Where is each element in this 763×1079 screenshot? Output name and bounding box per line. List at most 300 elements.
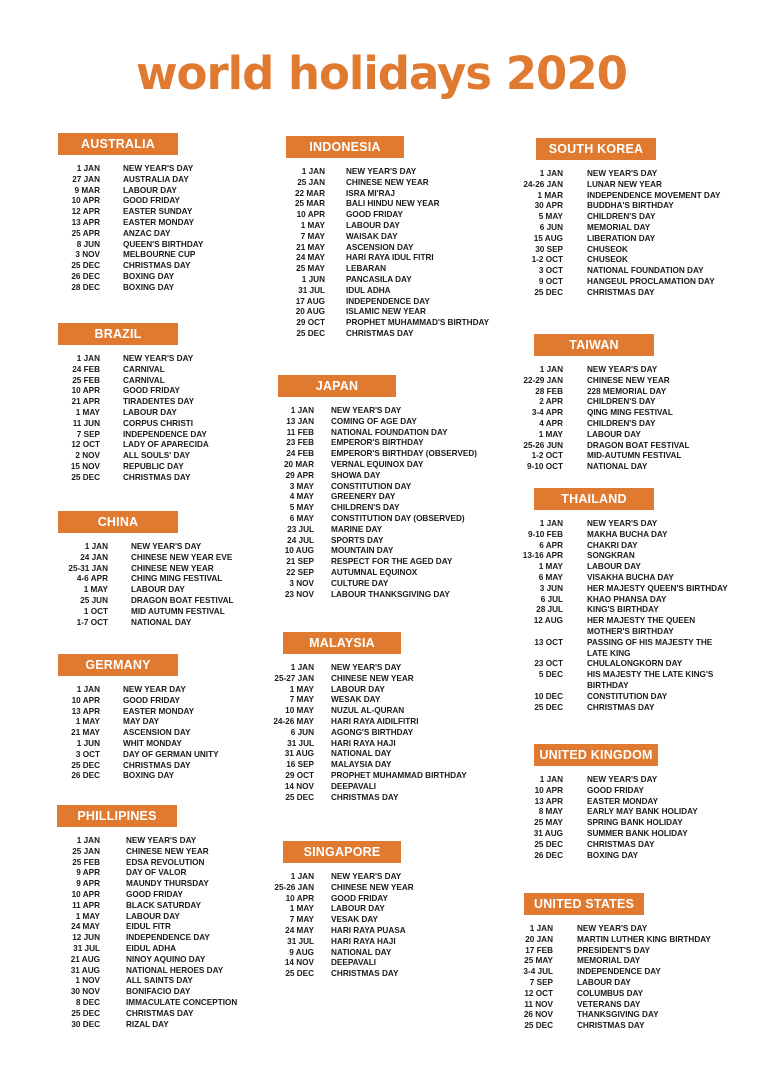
- holiday-row: [45, 955, 275, 966]
- holiday-date: 25 DEC: [534, 702, 563, 712]
- holiday-date: 1-2 OCT: [531, 255, 563, 265]
- holiday-name: PROPHET MUHAMMAD'S BIRTHDAY: [346, 318, 490, 328]
- holiday-name: ISLAMIC NEW YEAR: [346, 307, 426, 317]
- holiday-date: 1 JAN: [301, 167, 325, 176]
- holiday-date: 25 MAY: [296, 264, 325, 274]
- holiday-row: [262, 557, 492, 568]
- holiday-row: [508, 408, 738, 419]
- holiday-date: 1 JAN: [84, 542, 108, 551]
- holiday-row: [50, 607, 280, 618]
- holiday-name: ASCENSION DAY: [123, 728, 191, 738]
- holiday-name: CHRISTMAS DAY: [346, 328, 414, 338]
- holiday-date: 13 APR: [71, 706, 100, 716]
- holiday-row: [50, 553, 280, 564]
- holiday-name: QUEEN'S BIRTHDAY: [123, 239, 204, 249]
- holiday-date: 24 MAY: [296, 253, 325, 263]
- holiday-date: 25-26 JAN: [274, 882, 314, 892]
- holiday-date: 3 MAY: [289, 481, 314, 491]
- holiday-row: [45, 998, 275, 1009]
- holiday-date: 28 JUL: [536, 605, 563, 615]
- holiday-row: [508, 851, 738, 862]
- holiday-date: 23 OCT: [534, 659, 563, 669]
- holiday-name: AUSTRALIA DAY: [123, 174, 189, 184]
- holiday-date: 1 JAN: [290, 406, 314, 415]
- holiday-date: 25-31 JAN: [68, 563, 108, 573]
- holiday-row: [508, 365, 738, 376]
- holiday-date: 25 JAN: [297, 177, 325, 187]
- holiday-name: CHRISTMAS DAY: [123, 472, 191, 482]
- holiday-row: [50, 283, 280, 294]
- holiday-name: GREENERY DAY: [331, 492, 396, 502]
- holiday-row: [262, 492, 492, 503]
- holiday-name: VETERANS DAY: [577, 999, 641, 1009]
- holiday-row: [508, 234, 738, 245]
- country-badge: UNITED KINGDOM: [534, 744, 658, 766]
- holiday-row: [50, 750, 280, 761]
- holiday-date: 9-10 OCT: [527, 462, 563, 472]
- holiday-date: 25 JAN: [72, 846, 100, 856]
- holiday-row: [50, 596, 280, 607]
- holiday-name: LABOUR DAY: [346, 220, 400, 230]
- holiday-name: MID-AUTUMN FESTIVAL: [587, 451, 682, 461]
- holiday-name: INDEPENDENCE DAY: [346, 296, 430, 306]
- holiday-row: [262, 760, 492, 771]
- holiday-row: [262, 438, 492, 449]
- holiday-row: [508, 288, 738, 299]
- section-thailand: [508, 488, 738, 713]
- holiday-name: LABOUR DAY: [331, 684, 385, 694]
- holiday-date: 26 DEC: [71, 271, 100, 281]
- holiday-date: 30 APR: [534, 201, 563, 211]
- holiday-name: MID AUTUMN FESTIVAL: [131, 606, 225, 616]
- holiday-date: 31 JUL: [287, 738, 314, 748]
- holiday-date: 3 OCT: [75, 749, 100, 759]
- holiday-date: 15 NOV: [70, 461, 100, 471]
- holiday-row: [508, 786, 738, 797]
- holiday-name: CONSTITUTION DAY (OBSERVED): [331, 513, 465, 523]
- holiday-date: 25 MAY: [534, 818, 563, 828]
- holiday-row: [45, 912, 275, 923]
- holiday-row: [508, 703, 738, 714]
- holiday-date: 25-27 JAN: [274, 673, 314, 683]
- holiday-row: [270, 199, 500, 210]
- holiday-date: 25 DEC: [534, 839, 563, 849]
- holiday-date: 28 DEC: [71, 282, 100, 292]
- holiday-row: [270, 189, 500, 200]
- holiday-row: [50, 728, 280, 739]
- holiday-row: [508, 419, 738, 430]
- holiday-row: [270, 275, 500, 286]
- holiday-row: [50, 164, 280, 175]
- holiday-date: 11 FEB: [286, 427, 314, 437]
- holiday-date: 13 JAN: [286, 416, 314, 426]
- holiday-row: [262, 568, 492, 579]
- holiday-row: [270, 221, 500, 232]
- holiday-name: NATIONAL DAY: [331, 947, 392, 957]
- holiday-row: [262, 749, 492, 760]
- holiday-name: CHINESE NEW YEAR: [346, 177, 429, 187]
- holiday-row: [508, 551, 738, 562]
- holiday-date: 7 MAY: [289, 695, 314, 705]
- holiday-name: 228 MEMORIAL DAY: [587, 386, 667, 396]
- holiday-name: CHINESE NEW YEAR: [331, 882, 414, 892]
- holiday-name: NEW YEAR'S DAY: [123, 354, 194, 363]
- holiday-row: [45, 836, 275, 847]
- holiday-row: [50, 365, 280, 376]
- holiday-row: [498, 1000, 728, 1011]
- holiday-date: 1 JAN: [539, 365, 563, 374]
- holiday-date: 7 SEP: [529, 977, 553, 987]
- holiday-name: TIRADENTES DAY: [123, 397, 195, 407]
- holiday-date: 27 JAN: [72, 174, 100, 184]
- holiday-date: 22-29 JAN: [523, 375, 563, 385]
- section-malaysia: [262, 632, 492, 803]
- holiday-name: HIS MAJESTY THE LATE KING'S BIRTHDAY: [587, 670, 714, 690]
- holiday-name: CHILDREN'S DAY: [587, 418, 656, 428]
- holiday-row: [45, 987, 275, 998]
- holiday-name: CARNIVAL: [123, 375, 165, 385]
- holiday-date: 16 SEP: [286, 760, 314, 770]
- holiday-row: [508, 266, 738, 277]
- holiday-row: [262, 782, 492, 793]
- holiday-row: [262, 460, 492, 471]
- holiday-name: NINOY AQUINO DAY: [126, 954, 206, 964]
- holiday-name: BOXING DAY: [587, 850, 639, 860]
- holiday-name: NATIONAL FOUNDATION DAY: [331, 427, 448, 437]
- holiday-date: 25 DEC: [71, 472, 100, 482]
- holiday-name: NATIONAL HEROES DAY: [126, 965, 224, 975]
- holiday-row: [508, 775, 738, 786]
- holiday-name: DEEPAVALI: [331, 781, 377, 791]
- holiday-row: [50, 462, 280, 473]
- holiday-name: ALL SAINTS DAY: [126, 976, 193, 986]
- holiday-name: VISAKHA BUCHA DAY: [587, 572, 674, 582]
- holiday-date: 21 APR: [71, 397, 100, 407]
- holiday-name: NEW YEAR'S DAY: [131, 542, 202, 551]
- holiday-row: [498, 956, 728, 967]
- holiday-date: 22 MAR: [294, 188, 325, 198]
- holiday-name: ALL SOULS' DAY: [123, 451, 191, 461]
- holiday-row: [50, 564, 280, 575]
- holiday-name: EIDUL FITR: [126, 922, 171, 932]
- holiday-date: 24 FEB: [72, 364, 100, 374]
- holiday-row: [508, 212, 738, 223]
- holiday-date: 25 DEC: [71, 261, 100, 271]
- holiday-row: [50, 542, 280, 553]
- holiday-row: [508, 376, 738, 387]
- holiday-date: 1 JAN: [290, 663, 314, 672]
- holiday-row: [50, 175, 280, 186]
- holiday-name: MEMORIAL DAY: [577, 956, 641, 966]
- holiday-date: 1 JAN: [539, 519, 563, 528]
- holiday-name: VERNAL EQUINOX DAY: [331, 459, 424, 469]
- holiday-name: NEW YEAR'S DAY: [587, 169, 658, 178]
- holiday-date: 10 MAY: [285, 706, 314, 716]
- holiday-name: HARI RAYA AIDILFITRI: [331, 716, 419, 726]
- holiday-name: CHRISTMAS DAY: [123, 261, 191, 271]
- holiday-date: 7 MAY: [289, 915, 314, 925]
- country-badge: UNITED STATES: [524, 893, 644, 915]
- holiday-name: NEW YEAR'S DAY: [577, 924, 648, 933]
- holiday-row: [508, 541, 738, 552]
- holiday-name: HARI RAYA HAJI: [331, 936, 396, 946]
- holiday-row: [508, 451, 738, 462]
- holiday-name: CHRISTMAS DAY: [123, 760, 191, 770]
- holiday-row: [50, 386, 280, 397]
- holiday-date: 12 OCT: [71, 440, 100, 450]
- holiday-name: NEW YEAR'S DAY: [587, 519, 658, 528]
- holiday-date: 1 NOV: [75, 976, 100, 986]
- section-philippines: [45, 805, 275, 1030]
- country-badge: TAIWAN: [534, 334, 654, 356]
- holiday-row: [50, 196, 280, 207]
- holiday-row: [508, 430, 738, 441]
- holiday-row: [508, 659, 738, 670]
- holiday-date: 10 APR: [71, 695, 100, 705]
- holiday-date: 25 MAR: [294, 199, 325, 209]
- holiday-name: SUMMER BANK HOLIDAY: [587, 828, 688, 838]
- holiday-date: 1-7 OCT: [76, 617, 108, 627]
- holiday-date: 1 MAY: [83, 585, 108, 595]
- holiday-name: CHINESE NEW YEAR EVE: [131, 552, 233, 562]
- holiday-date: 1 MAY: [300, 220, 325, 230]
- holiday-name: CHRISTMAS DAY: [577, 1021, 645, 1031]
- holiday-row: [262, 728, 492, 739]
- holiday-row: [508, 201, 738, 212]
- holiday-row: [270, 264, 500, 275]
- holiday-date: 23 JUL: [287, 524, 314, 534]
- holiday-name: CHINESE NEW YEAR: [331, 673, 414, 683]
- holiday-row: [50, 430, 280, 441]
- holiday-row: [508, 797, 738, 808]
- holiday-date: 25 FEB: [72, 375, 100, 385]
- holiday-row: [508, 387, 738, 398]
- holiday-row: [262, 904, 492, 915]
- holiday-name: HARI RAYA HAJI: [331, 738, 396, 748]
- holiday-row: [50, 451, 280, 462]
- holiday-date: 31 JUL: [73, 943, 100, 953]
- holiday-name: CHUSEOK: [587, 255, 628, 265]
- holiday-date: 25 DEC: [285, 969, 314, 979]
- holiday-date: 1 JUN: [301, 274, 325, 284]
- holiday-name: MAUNDY THURSDAY: [126, 879, 209, 889]
- holiday-date: 31 AUG: [533, 828, 563, 838]
- holiday-date: 1 JAN: [529, 924, 553, 933]
- holiday-name: HER MAJESTY QUEEN'S BIRTHDAY: [587, 583, 728, 593]
- holiday-date: 24-26 JAN: [523, 179, 563, 189]
- holiday-date: 1 JAN: [76, 685, 100, 694]
- holiday-name: CHRISTMAS DAY: [587, 702, 655, 712]
- holiday-date: 22 SEP: [286, 567, 314, 577]
- holiday-name: DAY OF GERMAN UNITY: [123, 749, 219, 759]
- holiday-row: [270, 307, 500, 318]
- holiday-date: 26 NOV: [523, 1010, 553, 1020]
- holiday-row: [508, 595, 738, 606]
- holiday-name: CONSTITUTION DAY: [587, 691, 668, 701]
- section-united-states: [498, 893, 728, 1032]
- holiday-row: [262, 937, 492, 948]
- holiday-name: SHOWA DAY: [331, 470, 381, 480]
- holiday-name: EASTER SUNDAY: [123, 207, 193, 217]
- holiday-name: CHRISTMAS DAY: [331, 969, 399, 979]
- holiday-row: [498, 935, 728, 946]
- holiday-row: [45, 890, 275, 901]
- holiday-name: WESAK DAY: [331, 695, 381, 705]
- holiday-row: [50, 685, 280, 696]
- holiday-name: HER MAJESTY THE QUEEN MOTHER'S BIRTHDAY: [587, 616, 696, 636]
- holiday-date: 5 MAY: [538, 212, 563, 222]
- holiday-name: NEW YEAR'S DAY: [346, 167, 417, 176]
- holiday-row: [270, 243, 500, 254]
- holiday-name: EIDUL ADHA: [126, 943, 177, 953]
- holiday-row: [508, 277, 738, 288]
- holiday-row: [270, 286, 500, 297]
- holiday-row: [50, 440, 280, 451]
- holiday-name: CHAKRI DAY: [587, 540, 638, 550]
- holiday-date: 1 OCT: [83, 606, 108, 616]
- holiday-date: 15 AUG: [533, 233, 563, 243]
- holiday-date: 6 JUN: [539, 222, 563, 232]
- holiday-row: [50, 707, 280, 718]
- holiday-date: 24 MAY: [285, 925, 314, 935]
- country-badge: GERMANY: [58, 654, 178, 676]
- holiday-name: HARI RAYA IDUL FITRI: [346, 253, 434, 263]
- holiday-date: 25 DEC: [285, 792, 314, 802]
- holiday-name: REPUBLIC DAY: [123, 461, 184, 471]
- holiday-row: [508, 573, 738, 584]
- holiday-row: [50, 207, 280, 218]
- holiday-row: [262, 417, 492, 428]
- holiday-name: SPRING BANK HOLIDAY: [587, 818, 683, 828]
- holiday-name: NEW YEAR DAY: [123, 685, 186, 694]
- holiday-row: [45, 944, 275, 955]
- holiday-row: [45, 966, 275, 977]
- holiday-row: [508, 807, 738, 818]
- holiday-row: [508, 255, 738, 266]
- holiday-row: [508, 616, 738, 638]
- holiday-row: [262, 536, 492, 547]
- holiday-row: [270, 297, 500, 308]
- holiday-date: 31 AUG: [70, 965, 100, 975]
- holiday-date: 25 FEB: [72, 857, 100, 867]
- holiday-name: GOOD FRIDAY: [123, 196, 181, 206]
- holiday-name: NEW YEAR'S DAY: [123, 164, 194, 173]
- holiday-date: 9 APR: [76, 868, 100, 878]
- holiday-row: [50, 717, 280, 728]
- holiday-date: 11 NOV: [524, 999, 553, 1009]
- holiday-name: BOXING DAY: [123, 282, 175, 292]
- holiday-name: NATIONAL FOUNDATION DAY: [587, 266, 704, 276]
- holiday-date: 9 MAR: [74, 185, 100, 195]
- holiday-name: NATIONAL DAY: [131, 617, 192, 627]
- holiday-date: 13 APR: [71, 217, 100, 227]
- section-singapore: [262, 841, 492, 980]
- holiday-row: [45, 879, 275, 890]
- holiday-row: [262, 428, 492, 439]
- holiday-name: NEW YEAR'S DAY: [331, 406, 402, 415]
- holiday-date: 1 JAN: [539, 775, 563, 784]
- holiday-row: [262, 525, 492, 536]
- holiday-date: 9 APR: [76, 879, 100, 889]
- holiday-name: QING MING FESTIVAL: [587, 408, 673, 418]
- holiday-date: 10 APR: [534, 785, 563, 795]
- holiday-date: 3-4 APR: [531, 408, 563, 418]
- holiday-row: [50, 739, 280, 750]
- holiday-name: INDEPENDENCE DAY: [126, 933, 210, 943]
- holiday-date: 4 APR: [539, 418, 563, 428]
- holiday-name: ANZAC DAY: [123, 228, 171, 238]
- holiday-date: 31 JUL: [298, 285, 325, 295]
- country-badge: SINGAPORE: [283, 841, 401, 863]
- holiday-name: IMMACULATE CONCEPTION: [126, 997, 238, 1007]
- holiday-date: 7 MAY: [300, 231, 325, 241]
- holiday-date: 1 JAN: [76, 164, 100, 173]
- holiday-name: COMING OF AGE DAY: [331, 416, 417, 426]
- holiday-name: EDSA REVOLUTION: [126, 857, 205, 867]
- holiday-name: GOOD FRIDAY: [126, 889, 184, 899]
- holiday-row: [45, 922, 275, 933]
- holiday-date: 10 DEC: [534, 691, 563, 701]
- holiday-date: 25 MAY: [524, 956, 553, 966]
- holiday-row: [50, 618, 280, 629]
- holiday-row: [498, 1021, 728, 1032]
- holiday-date: 20 AUG: [295, 307, 325, 317]
- holiday-row: [50, 761, 280, 772]
- holiday-name: NUZUL AL-QURAN: [331, 706, 405, 716]
- section-taiwan: [508, 334, 738, 473]
- holiday-name: DRAGON BOAT FESTIVAL: [131, 595, 234, 605]
- holiday-name: KING'S BIRTHDAY: [587, 605, 659, 615]
- holiday-name: CORPUS CHRISTI: [123, 418, 194, 428]
- holiday-name: CHRISTMAS DAY: [587, 287, 655, 297]
- section-south-korea: [508, 138, 738, 299]
- holiday-name: NATIONAL DAY: [331, 749, 392, 759]
- holiday-name: LADY OF APARECIDA: [123, 440, 209, 450]
- holiday-date: 13 OCT: [534, 637, 563, 647]
- holiday-date: 6 MAY: [289, 513, 314, 523]
- holiday-date: 1 MAY: [538, 562, 563, 572]
- holiday-row: [45, 901, 275, 912]
- holiday-name: GOOD FRIDAY: [587, 785, 645, 795]
- holiday-name: INDEPENDENCE DAY: [123, 429, 207, 439]
- holiday-name: NEW YEAR'S DAY: [126, 836, 197, 845]
- holiday-date: 26 DEC: [71, 771, 100, 781]
- holiday-row: [262, 685, 492, 696]
- holiday-date: 25 JUN: [80, 595, 108, 605]
- holiday-date: 25 DEC: [71, 760, 100, 770]
- holiday-name: LABOUR DAY: [131, 585, 185, 595]
- holiday-name: LEBARAN: [346, 264, 387, 274]
- country-badge: SOUTH KOREA: [536, 138, 656, 160]
- holiday-name: MOUNTAIN DAY: [331, 546, 394, 556]
- holiday-row: [50, 218, 280, 229]
- holiday-row: [508, 462, 738, 473]
- section-indonesia: [270, 136, 500, 340]
- holiday-name: MEMORIAL DAY: [587, 222, 651, 232]
- holiday-name: PROPHET MUHAMMAD BIRTHDAY: [331, 770, 467, 780]
- holiday-date: 14 NOV: [284, 958, 314, 968]
- holiday-name: RIZAL DAY: [126, 1019, 169, 1029]
- holiday-name: MARINE DAY: [331, 524, 383, 534]
- holiday-row: [262, 894, 492, 905]
- holiday-name: IDUL ADHA: [346, 285, 391, 295]
- holiday-row: [508, 605, 738, 616]
- holiday-date: 28 FEB: [535, 386, 563, 396]
- holiday-name: CHULALONGKORN DAY: [587, 659, 683, 669]
- holiday-name: VESAK DAY: [331, 915, 379, 925]
- holiday-name: DAY OF VALOR: [126, 868, 187, 878]
- holiday-row: [50, 354, 280, 365]
